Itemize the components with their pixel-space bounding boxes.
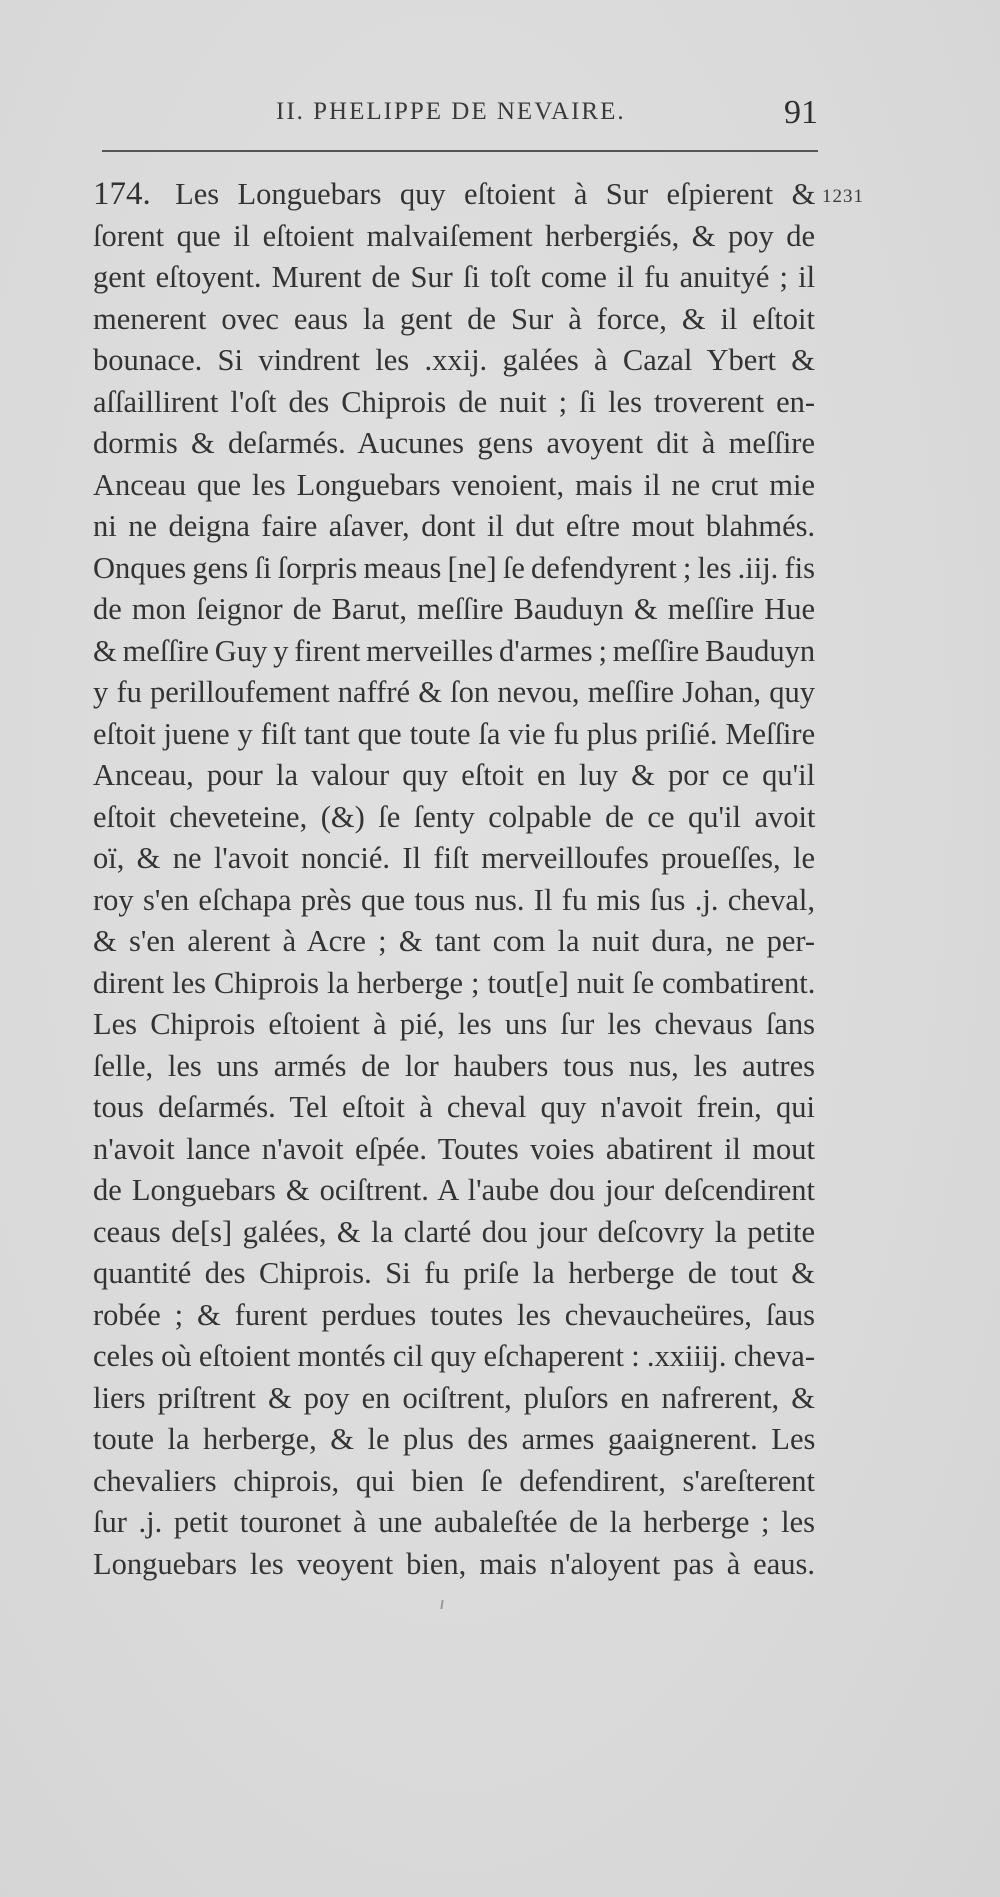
text-line bbox=[93, 1295, 815, 1337]
paper-speck bbox=[440, 1600, 443, 1609]
text-line bbox=[93, 382, 815, 424]
line-text: de Longuebars & ociſtrent. A l'aube dou jour deſcendirent bbox=[93, 1173, 815, 1207]
line-text: ſelle, les uns armés de lor haubers tous nus, les autres bbox=[93, 1048, 815, 1083]
text-line bbox=[93, 589, 815, 631]
chapter-title: II. PHELIPPE DE NEVAIRE. bbox=[276, 98, 626, 125]
text-line bbox=[93, 548, 815, 590]
text-line bbox=[93, 1544, 815, 1586]
text-line bbox=[93, 506, 815, 548]
text-line bbox=[93, 216, 815, 258]
text-line bbox=[93, 921, 815, 963]
line-text: tous deſarmés. Tel eſtoit à cheval quy n'avoit frein, qui bbox=[93, 1090, 815, 1124]
text-line bbox=[93, 340, 815, 382]
page-number: 91 bbox=[784, 94, 818, 131]
text-line bbox=[93, 963, 815, 1005]
running-head bbox=[100, 94, 818, 138]
line-text: menerent ovec eaus la gent de Sur à force, & il eſtoit bbox=[93, 301, 815, 336]
line-text: robée ; & furent perdues toutes les chevaucheüres, ſaus bbox=[93, 1297, 815, 1332]
line-text: Les Chiprois eſtoient à pié, les uns ſur les chevaus ſans bbox=[93, 1007, 815, 1041]
line-text: Anceau que les Longuebars venoient, mais il ne crut mie bbox=[93, 467, 815, 502]
text-line bbox=[93, 174, 815, 216]
text-line bbox=[93, 1212, 815, 1254]
text-line bbox=[93, 1129, 815, 1171]
line-text: eſtoit cheveteine, (&) ſe ſenty colpable de ce qu'il avoit bbox=[93, 799, 816, 834]
line-text: aſſaillirent l'oſt des Chiprois de nuit ; ſi les troverent en- bbox=[93, 384, 816, 419]
text-line bbox=[93, 1502, 815, 1544]
paragraph-174 bbox=[93, 174, 815, 1585]
text-line bbox=[93, 465, 815, 507]
line-text: ceaus de[s] galées, & la clarté dou jour deſcovry la petite bbox=[93, 1214, 815, 1249]
text-line bbox=[93, 1046, 815, 1088]
line-text: eſtoit juene y fiſt tant que toute ſa vie fu plus priſié. Meſſire bbox=[93, 716, 816, 751]
paragraph-number: 174. bbox=[93, 176, 151, 212]
line-text: quantité des Chiprois. Si fu priſe la herberge de tout & bbox=[93, 1256, 815, 1290]
line-text: ſorent que il eſtoient malvaiſement herbergiés, & poy de bbox=[93, 218, 815, 253]
text-line bbox=[93, 299, 815, 341]
text-line bbox=[93, 1419, 815, 1461]
text-line bbox=[93, 257, 815, 299]
line-text: oï, & ne l'avoit noncié. Il fiſt merveilloufes proueſſes, le bbox=[93, 841, 815, 875]
margin-year: 1231 bbox=[822, 186, 864, 207]
text-line bbox=[93, 714, 815, 756]
text-line bbox=[93, 631, 815, 673]
line-text: & meſſire Guy y firent merveilles d'armes ; meſſire Bauduyn bbox=[93, 633, 816, 668]
text-line bbox=[93, 672, 815, 714]
line-text: y fu perilloufement naffré & ſon nevou, meſſire Johan, quy bbox=[93, 675, 815, 709]
line-text: dirent les Chiprois la herberge ; tout[e] nuit ſe combatirent. bbox=[93, 965, 816, 1000]
line-text: ni ne deigna faire aſaver, dont il dut eſtre mout blahmés. bbox=[93, 509, 816, 543]
line-text: toute la herberge, & le plus des armes gaaignerent. Les bbox=[93, 1422, 816, 1456]
line-text: chevaliers chiprois, qui bien ſe defendirent, s'areſterent bbox=[93, 1463, 815, 1498]
line-text: roy s'en eſchapa près que tous nus. Il fu mis ſus .j. cheval, bbox=[93, 882, 815, 917]
line-text: Anceau, pour la valour quy eſtoit en luy & por ce qu'il bbox=[93, 758, 816, 792]
line-text: n'avoit lance n'avoit eſpée. Toutes voies abatirent il mout bbox=[93, 1131, 815, 1166]
text-line bbox=[93, 1461, 815, 1503]
line-text: gent eſtoyent. Murent de Sur ſi toſt come il fu anuityé ; il bbox=[93, 260, 816, 294]
text-line bbox=[93, 797, 815, 839]
line-text: Onques gens ſi ſorpris meaus [ne] ſe defendyrent ; les .iij. fis bbox=[93, 550, 815, 585]
text-line bbox=[93, 880, 815, 922]
text-line bbox=[93, 1253, 815, 1295]
line-text: & s'en alerent à Acre ; & tant com la nuit dura, ne per- bbox=[93, 924, 816, 958]
text-line bbox=[93, 1378, 815, 1420]
line-text: dormis & deſarmés. Aucunes gens avoyent dit à meſſire bbox=[93, 426, 815, 460]
line-text: de mon ſeignor de Barut, meſſire Bauduyn & meſſire Hue bbox=[93, 592, 815, 626]
text-line bbox=[93, 1170, 815, 1212]
line-text: ſur .j. petit touronet à une aubaleſtée de la herberge ; les bbox=[93, 1505, 815, 1539]
line-text: liers priſtrent & poy en ociſtrent, pluſors en nafrerent, & bbox=[93, 1380, 815, 1415]
text-line bbox=[93, 1087, 815, 1129]
line-text: Les Longuebars quy eſtoient à Sur eſpierent & bbox=[175, 177, 816, 211]
line-text: celes où eſtoient montés cil quy eſchaperent : .xxiiij. cheva- bbox=[93, 1339, 815, 1373]
line-text: Longuebars les veoyent bien, mais n'aloyent pas à eaus. bbox=[93, 1546, 815, 1581]
text-line bbox=[93, 838, 815, 880]
text-line bbox=[93, 755, 815, 797]
header-rule bbox=[102, 150, 818, 152]
text-line bbox=[93, 423, 815, 465]
text-line bbox=[93, 1336, 815, 1378]
text-line bbox=[93, 1004, 815, 1046]
line-text: bounace. Si vindrent les .xxij. galées à Cazal Ybert & bbox=[93, 343, 815, 377]
